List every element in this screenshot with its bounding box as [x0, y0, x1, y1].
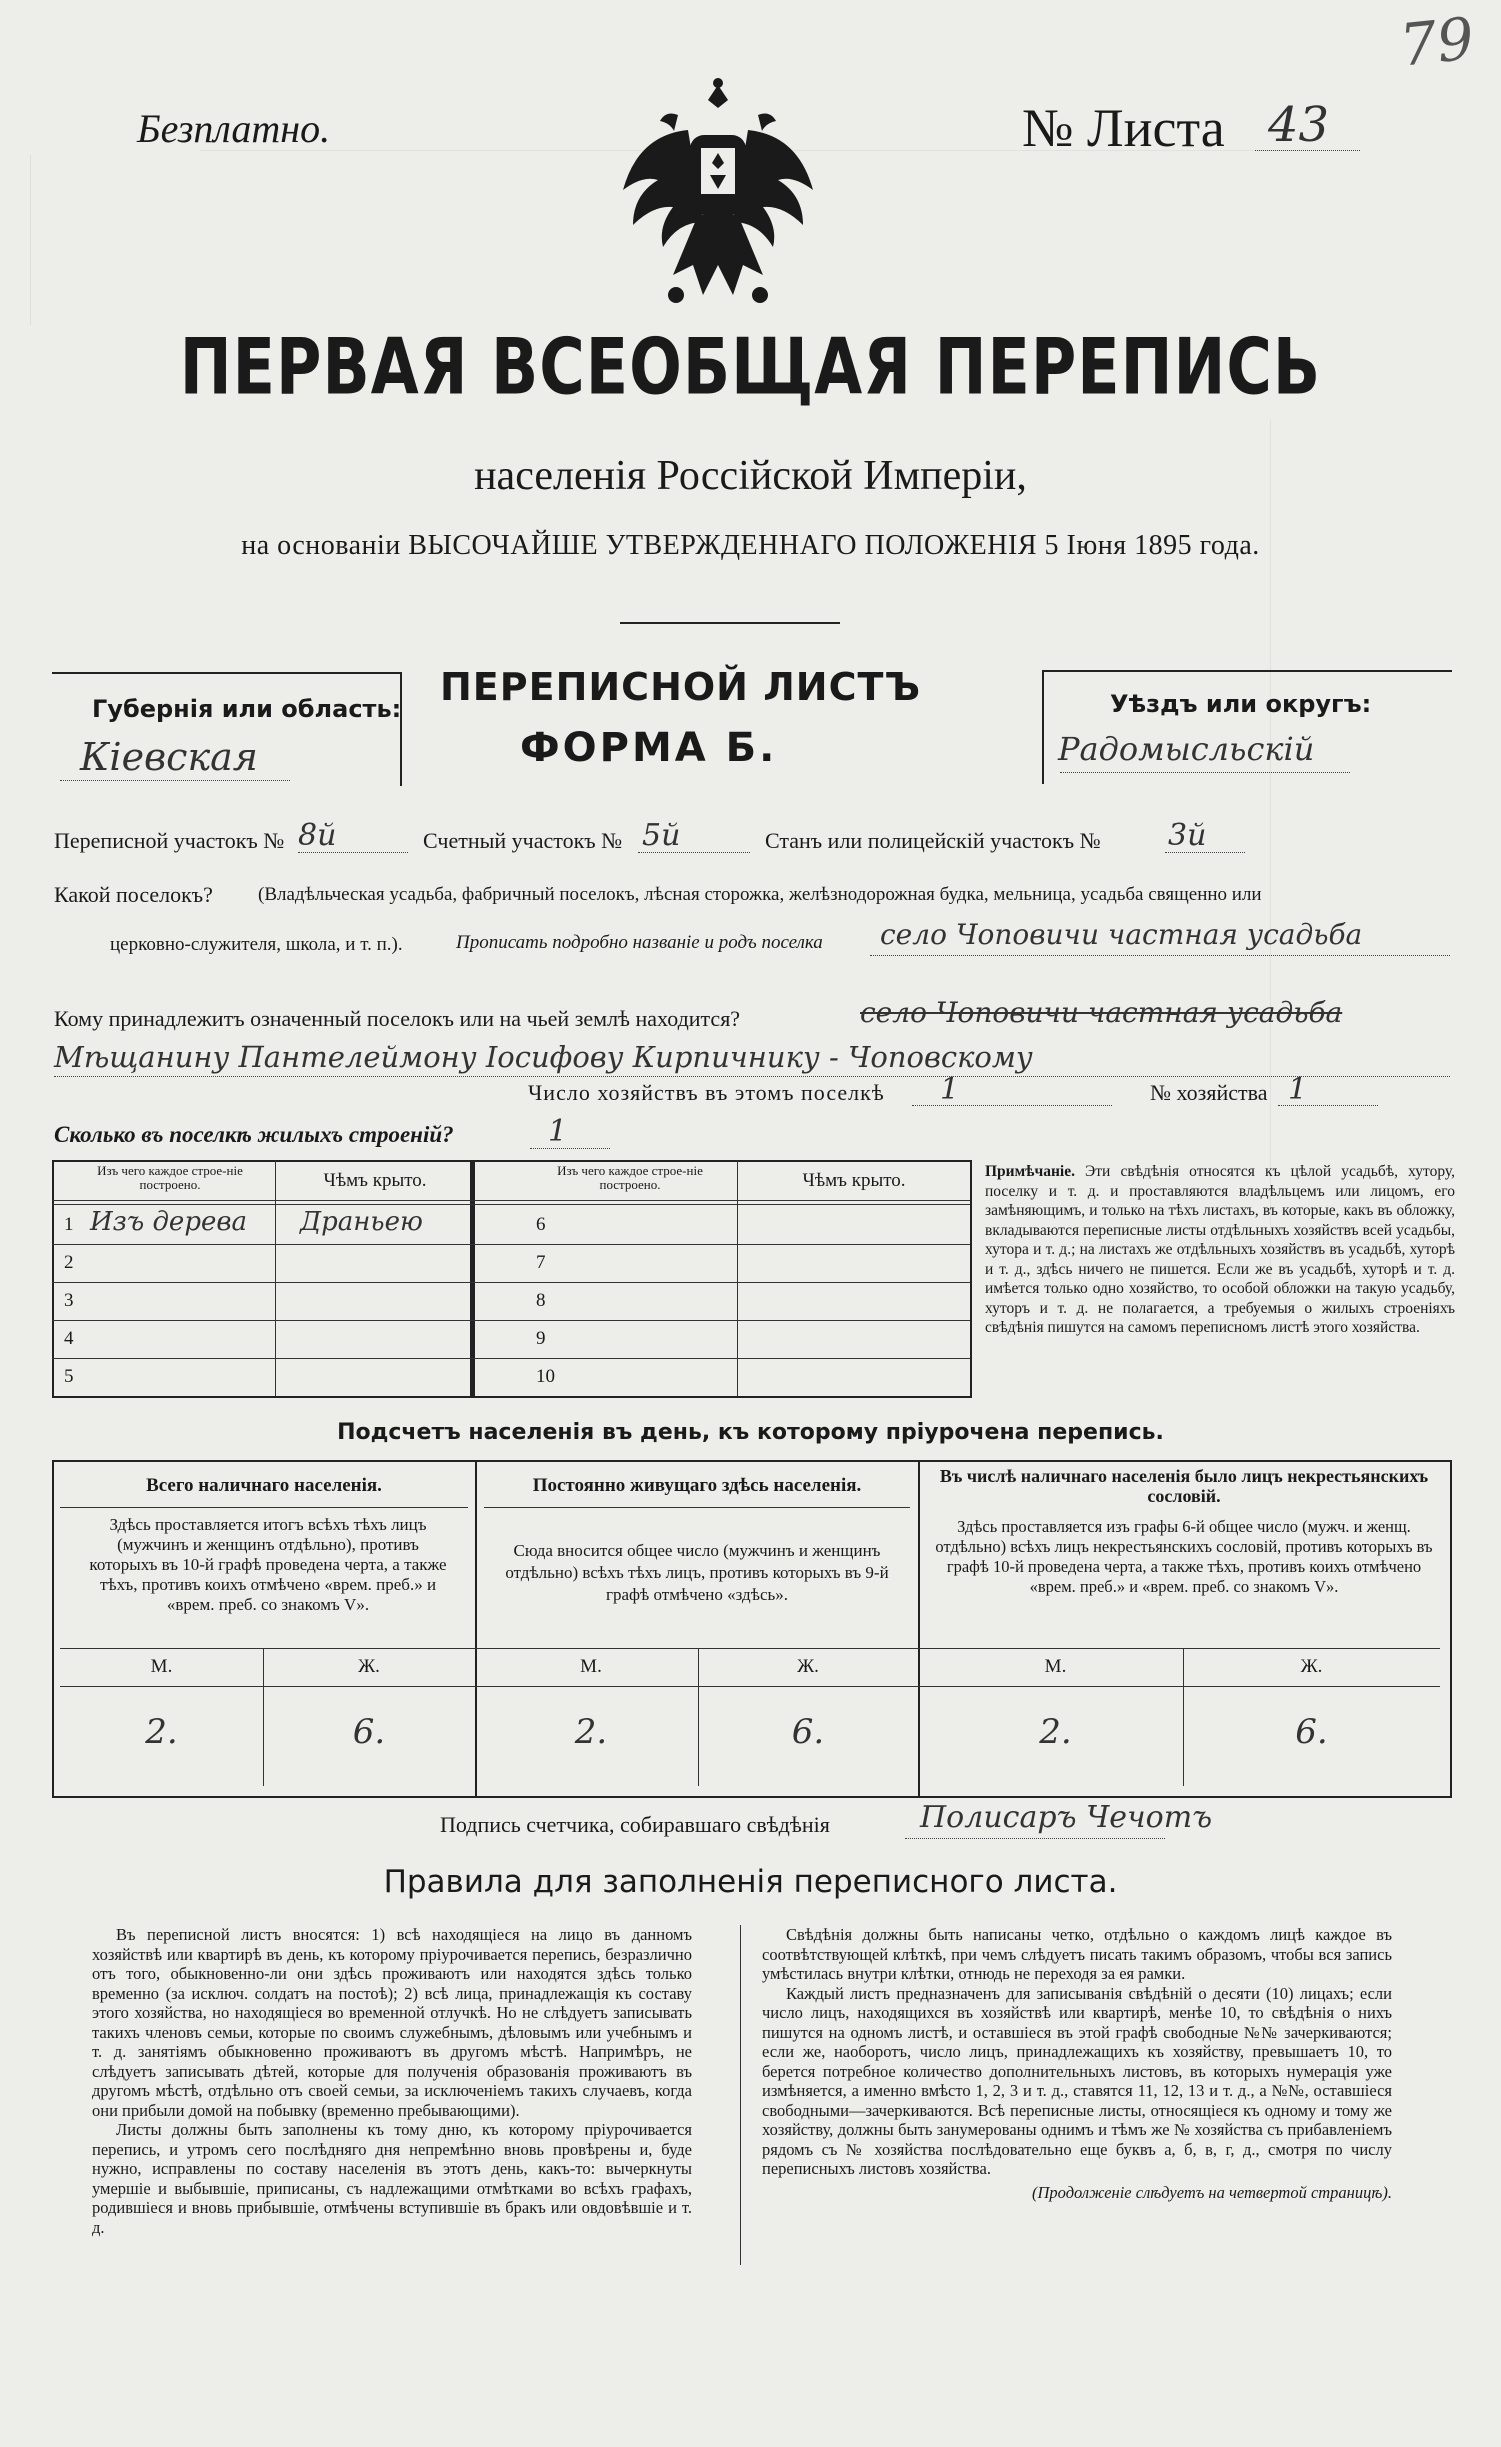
- note-text: Эти свѣдѣнія относятся къ цѣлой усадьбѣ, хутору, поселку и т. д. и проставляются владѣльцемъ или лицомъ, его замѣняющимъ, и только на тѣхъ листахъ, въ которые, какъ въ обложку, вкладываются переписные листы отдѣльныхъ хозяйствъ всей усадьбы, хутора и т. д.; на листахъ же отдѣльныхъ хозяйствъ въ усадьбѣ, хуторѣ и т. д., здѣсь ничего не пишется. Если же въ усадьбѣ, хуторѣ и т. д. имѣется только одно хозяйство, то особой обложки на такую усадьбу, хуторъ и т. д. не полагается, а требуемыя о жилыхъ строеніяхъ свѣдѣнія пишутся на самомъ переписномъ листѣ этого хозяйства.: [985, 1163, 1455, 1336]
- female-count-value: 6.: [791, 1712, 825, 1752]
- male-column-header: М.: [1044, 1656, 1067, 1677]
- sheet-number-value: 43: [1268, 97, 1330, 153]
- col-roof-header-2: Чѣмъ крыто.: [802, 1170, 906, 1191]
- count-area-label: Счетный участокъ №: [423, 828, 623, 853]
- count-col3-title: Въ числѣ наличнаго населенія было лицъ некрестьянскихъ сословій.: [939, 1466, 1429, 1506]
- rules-right-column: [762, 1925, 1392, 2202]
- building-row-number: 5: [64, 1366, 74, 1387]
- buildings-label: Сколько въ поселкѣ жилыхъ строеній?: [54, 1122, 454, 1147]
- col-material-header-2: Изъ чего каждое строе-ніе построено.: [557, 1163, 703, 1192]
- count-col2-text: Сюда вносится общее число (мужчинъ и женщинъ отдѣльно) всѣхъ тѣхъ лицъ, противъ которыхъ въ 9-й графѣ отмѣчено «здѣсь».: [505, 1541, 889, 1604]
- district-value: Радомысльскій: [1058, 730, 1315, 768]
- district-label: Уѣздъ или округъ:: [1110, 690, 1372, 718]
- archive-page-number: 79: [1396, 4, 1478, 80]
- rules-right-paragraph-2: Каждый листъ предназначенъ для записыванія свѣдѣній о десяти (10) лицахъ; если число лицъ, находящихся въ хозяйствѣ или квартирѣ, менѣе 10, то свѣдѣнія о нихъ пишутся на одномъ листѣ, и оставшіеся въ этой графѣ свободные №№ зачеркиваются; если же, наоборотъ, число лицъ, принадлежащихъ къ хозяйству, превышаетъ 10, то берется потребное количество дополнительныхъ листовъ, въ которыхъ нумерація уже измѣняется, а именно вмѣсто 1, 2, 3 и т. д., ставятся 11, 12, 13 и т. д., а №№, оставшіеся свободными—зачеркиваются. Всѣ переписные листы, относящіеся къ одному и тому же хозяйству, должны быть занумерованы однимъ и тѣмъ же № хозяйства съ прибавленіемъ рядомъ съ № хозяйства послѣдовательно еще буквъ а, б, в, г, д., смотря по числу переписныхъ листовъ хозяйства.: [762, 1983, 1392, 2178]
- male-count-value: 2.: [574, 1712, 608, 1752]
- building-row-number: 6: [536, 1214, 546, 1235]
- count-heading: Подсчетъ населенія въ день, къ которому пріурочена перепись.: [337, 1420, 1164, 1445]
- sheet-number-label: № Листа: [1022, 98, 1225, 158]
- buildings-note: [985, 1162, 1455, 1338]
- province-value: Кіевская: [80, 735, 258, 779]
- sheet-title: ПЕРЕПИСНОЙ ЛИСТЪ: [440, 665, 922, 709]
- building-material: Изъ дерева: [90, 1207, 247, 1237]
- building-row-number: 3: [64, 1290, 74, 1311]
- count-col2-title: Постоянно живущаго здѣсь населенія.: [532, 1475, 862, 1496]
- buildings-table: [52, 1160, 972, 1398]
- main-title: ПЕРВАЯ ВСЕОБЩАЯ ПЕРЕПИСЬ: [179, 320, 1322, 413]
- settlement-hint-2: церковно-служителя, школа, и т. п.).: [110, 934, 403, 955]
- rules-left-paragraph-2: Листы должны быть заполнены къ тому дню, къ которому пріурочивается перепись, и утромъ сего послѣдняго дня непремѣнно вновь провѣрены и, буде нужно, исправлены по составу населенія въ этотъ день, какъ-то: вычеркнуты умершіе и выбывшіе, приписаны, съ надлежащими отмѣтками во всѣхъ графахъ, родившіеся и вновь прибывшіе, отмѣчены вступившіе въ бракъ или овдовѣвшіе и т. д.: [92, 2120, 692, 2237]
- household-number-label: № хозяйства: [1150, 1080, 1268, 1105]
- subtitle: населенія Россійской Имперіи,: [474, 453, 1027, 499]
- female-count-value: 6.: [1295, 1712, 1328, 1752]
- settlement-hint: (Владѣльческая усадьба, фабричный поселокъ, лѣсная сторожка, желѣзнодорожная будка, мельница, усадьба священно или: [258, 884, 1262, 905]
- police-value: 3й: [1168, 818, 1207, 853]
- female-count-value: 6.: [352, 1712, 386, 1752]
- settlement-value: село Чоповичи частная усадьба: [880, 918, 1363, 951]
- building-row-number: 4: [64, 1328, 74, 1349]
- building-roof: Драньею: [300, 1207, 423, 1237]
- building-row-number: 7: [536, 1252, 546, 1273]
- building-row-number: 9: [536, 1328, 546, 1349]
- households-label: Число хозяйствъ въ этомъ поселкѣ: [528, 1080, 885, 1105]
- title-rule: [620, 622, 840, 624]
- rules-divider: [740, 1925, 741, 2265]
- signature-label: Подпись счетчика, собиравшаго свѣдѣнія: [440, 1812, 830, 1837]
- imperial-eagle-emblem: [618, 75, 818, 315]
- province-label: Губернія или область:: [92, 695, 402, 723]
- building-row-number: 2: [64, 1252, 74, 1273]
- male-count-value: 2.: [1039, 1712, 1072, 1752]
- building-row-divider: [52, 1358, 970, 1359]
- buildings-value: 1: [548, 1114, 568, 1149]
- male-column-header: М.: [150, 1656, 173, 1677]
- rules-left-paragraph-1: Въ переписной листъ вносятся: 1) всѣ находящіеся на лицо въ данномъ хозяйствѣ или квартирѣ въ день, къ которому пріурочивается перепись, безразлично отъ того, обыкновенно-ли они здѣсь проживаютъ или находятся здѣсь только временно (за исключ. солдатъ на постоѣ); 2) всѣ лица, принадлежащія къ составу этого хозяйства, но находящіеся во временной отлучкѣ. Но не слѣдуетъ записывать такихъ членовъ семьи, которые по своимъ служебнымъ, дѣловымъ или учебнымъ и т. д. занятіямъ обыкновенно проживаютъ въ другомъ мѣстѣ. Напримѣръ, не слѣдуетъ записывать дѣтей, которые для полученія образованія проживаютъ въ другомъ мѣстѣ, отдѣльно отъ своей семьи, за исключеніемъ такихъ случаевъ, когда они прибыли домой на побывку (временно пребывающими).: [92, 1925, 692, 2120]
- col-material-header: Изъ чего каждое строе-ніе построено.: [97, 1163, 243, 1192]
- count-col1-text: Здѣсь проставляется итогъ всѣхъ тѣхъ лицъ (мужчинъ и женщинъ отдѣльно), противъ которыхъ въ 10-й графѣ проведена черта, а также тѣхъ, противъ коихъ отмѣчено «врем. преб.» и «врем. преб. со знакомъ V».: [89, 1515, 447, 1614]
- building-row-number: 1: [64, 1214, 74, 1235]
- police-label: Станъ или полицейскій участокъ №: [765, 828, 1101, 853]
- building-row-divider: [52, 1282, 970, 1283]
- col-roof-header: Чѣмъ крыто.: [323, 1170, 427, 1191]
- female-column-header: Ж.: [797, 1656, 819, 1677]
- sheet-number-underline: [1255, 150, 1360, 151]
- basis-line: на основаніи ВЫСОЧАЙШЕ УТВЕРЖДЕННАГО ПОЛОЖЕНІЯ 5 Іюня 1895 года.: [241, 530, 1260, 561]
- rules-continuation: (Продолженіе слѣдуетъ на четвертой страницѣ).: [1032, 2182, 1392, 2202]
- male-count-value: 2.: [145, 1712, 178, 1752]
- household-number-value: 1: [1288, 1072, 1308, 1107]
- owner-label: Кому принадлежитъ означенный поселокъ или на чьей землѣ находится?: [54, 1006, 741, 1031]
- households-value: 1: [940, 1072, 960, 1107]
- building-row-divider: [52, 1244, 970, 1245]
- building-row-number: 8: [536, 1290, 546, 1311]
- form-label: ФОРМА Б.: [520, 725, 778, 771]
- female-column-header: Ж.: [358, 1656, 380, 1677]
- male-column-header: М.: [580, 1656, 602, 1677]
- rules-heading: Правила для заполненія переписного листа.: [383, 1864, 1118, 1900]
- building-row-number: 10: [536, 1366, 555, 1387]
- census-area-value: 8й: [298, 818, 337, 853]
- note-lead: Примѣчаніе.: [985, 1163, 1075, 1180]
- owner-value: Мѣщанину Пантелеймону Іосифову Кирпичнику - Чоповскому: [54, 1040, 1033, 1074]
- settlement-instruction: Прописать подробно названіе и родъ поселка: [456, 932, 823, 953]
- building-row-divider: [52, 1320, 970, 1321]
- settlement-label: Какой поселокъ?: [54, 882, 213, 907]
- rules-right-paragraph-1: Свѣдѣнія должны быть написаны четко, отдѣльно о каждомъ лицѣ каждое въ соотвѣтствующей клѣткѣ, при чемъ слѣдуетъ писать такимъ образомъ, чтобы вся запись умѣстилась внутри клѣтки, отнюдь не переходя за ея рамки.: [762, 1925, 1392, 1983]
- count-col3-text: Здѣсь проставляется изъ графы 6-й общее число (мужч. и женщ. отдѣльно) всѣхъ лицъ некрестьянскихъ сословій, противъ которыхъ въ графѣ 10-й проведена черта, а также тѣхъ, противъ коихъ отмѣчено «врем. преб.» и «врем. преб. со знакомъ V».: [935, 1517, 1433, 1596]
- count-col1-title: Всего наличнаго населенія.: [146, 1475, 382, 1496]
- signature-value: Полисаръ Чечотъ: [920, 1800, 1213, 1835]
- census-area-label: Переписной участокъ №: [54, 828, 285, 853]
- female-column-header: Ж.: [1300, 1656, 1323, 1677]
- count-area-value: 5й: [642, 818, 681, 853]
- free-label: Безплатно.: [137, 106, 331, 151]
- owner-struck-value: село Чоповичи частная усадьба: [860, 996, 1343, 1029]
- rules-left-column: [92, 1925, 692, 2237]
